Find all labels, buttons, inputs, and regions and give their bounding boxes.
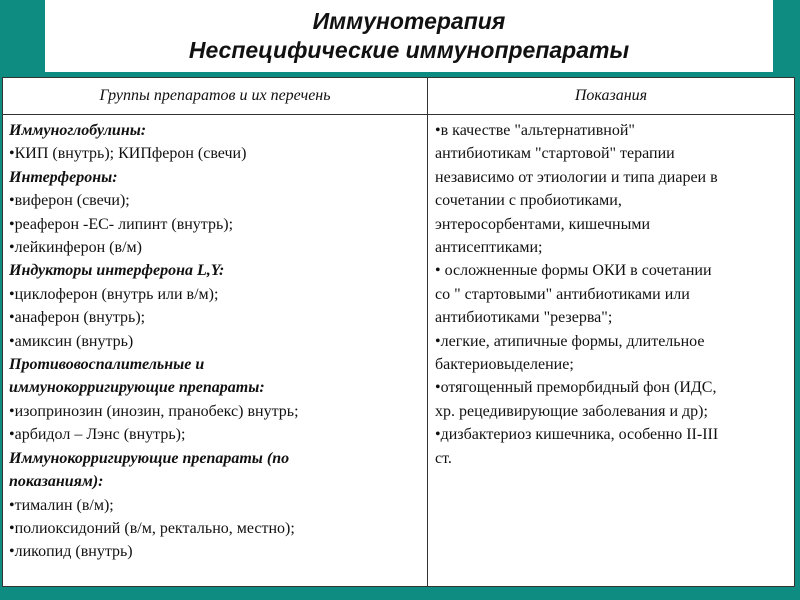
indication-line: •в качестве "альтернативной" (435, 122, 635, 139)
group-heading: Противовоспалительные и (9, 356, 205, 374)
indication-line: антибиотиками "резерва"; (435, 309, 613, 327)
group-heading: Индукторы интерферона L,Y: (9, 262, 225, 280)
drug-item: •полиоксидоний (в/м, ректально, местно); (9, 519, 295, 537)
title-line-2: Неспецифические иммунопрепараты (188, 37, 630, 63)
drug-item: •анаферон (внутрь); (9, 309, 146, 327)
drug-item: •изопринозин (инозин, пранобекс) внутрь; (9, 402, 299, 420)
indication-line: бактериовыделение; (435, 356, 574, 374)
slide-title (45, 0, 773, 72)
group-heading: показаниям): (9, 473, 104, 491)
header-indications: Показания (574, 87, 648, 104)
drug-item: •виферон (свечи); (9, 192, 130, 210)
drug-item: •арбидол – Лэнс (внутрь); (9, 426, 186, 444)
indication-line: антибиотикам "стартовой" терапии (435, 145, 675, 163)
header-groups: Группы препаратов и их перечень (3, 78, 428, 114)
indication-line: независимо от этиологии и типа диареи в (435, 168, 718, 186)
indication-line: сочетании с пробиотиками, (435, 192, 622, 210)
group-heading: Иммунокорригирующие препараты (по (9, 449, 290, 467)
drug-item: •ликопид (внутрь) (9, 543, 133, 561)
indication-line: со " стартовыми" антибиотиками или (435, 285, 690, 303)
indication-line: •дизбактериоз кишечника, особенно II-III (435, 426, 719, 444)
group-heading: Интерфероны: (9, 168, 118, 186)
indication-line: антисептиками; (435, 239, 543, 257)
drug-item: •тималин (в/м); (9, 496, 114, 514)
group-heading: иммунокорригирующие препараты: (9, 379, 265, 397)
indication-line: • осложненные формы ОКИ в сочетании (435, 262, 712, 280)
indication-line: •отягощенный преморбидный фон (ИДС, (435, 379, 717, 397)
table-header-row (3, 78, 794, 115)
indication-line: хр. рецедивирующие заболевания и др); (435, 402, 708, 420)
drug-item: •амиксин (внутрь) (9, 332, 134, 350)
drug-item: •КИП (внутрь); КИПферон (свечи) (9, 145, 247, 163)
drug-item: •лейкинферон (в/м) (9, 239, 142, 257)
indications-cell (428, 115, 794, 586)
indication-line: ст. (435, 449, 452, 467)
drug-item: •реаферон -ЕС- липинт (внутрь); (9, 215, 234, 233)
drug-item: •циклоферон (внутрь или в/м); (9, 285, 219, 303)
indication-line: энтеросорбентами, кишечными (435, 215, 650, 233)
drug-groups-cell (3, 115, 428, 586)
indication-line: •легкие, атипичные формы, длительное (435, 332, 705, 350)
title-line-1: Иммунотерапия (312, 8, 506, 34)
group-heading: Иммуноглобулины: (9, 122, 147, 139)
drug-table (2, 77, 795, 587)
